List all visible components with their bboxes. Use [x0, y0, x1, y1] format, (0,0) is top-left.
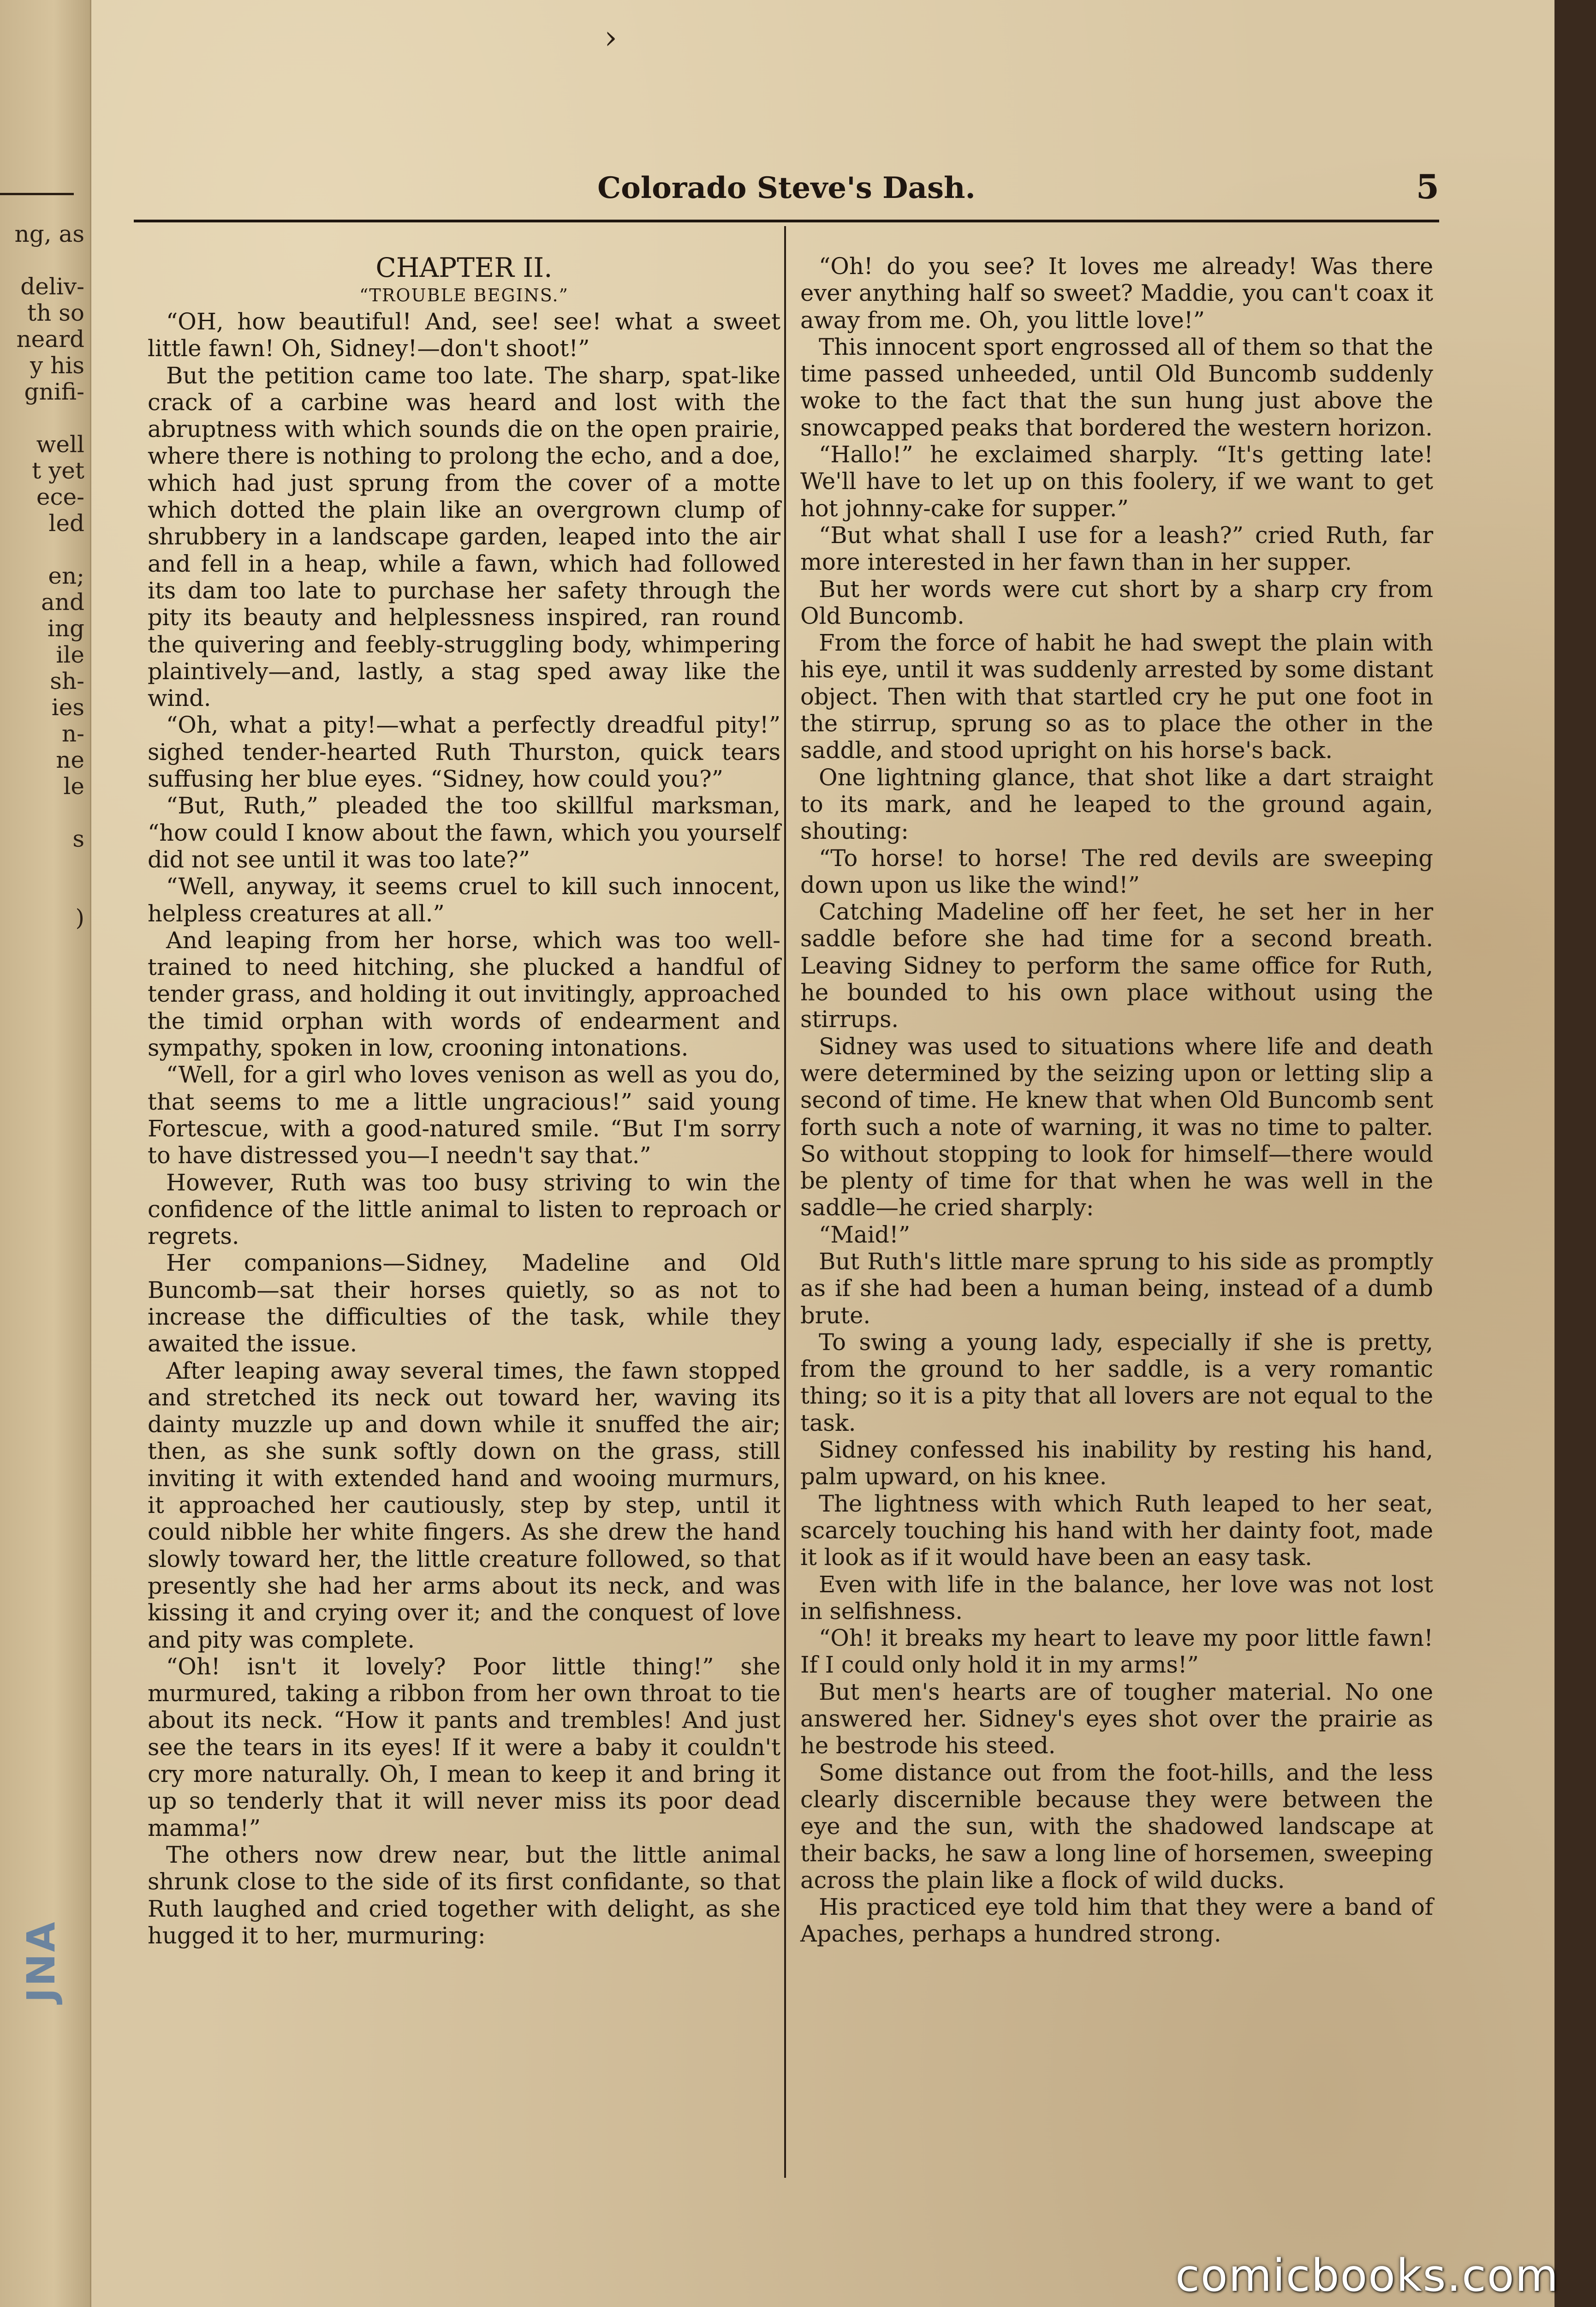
facing-page-fragment: ile: [56, 641, 84, 668]
facing-page-fragment: s: [72, 825, 84, 852]
paragraph: “Well, for a girl who loves venison as well as you do, that seems to me a little ungracious!” said young Fortescue, with a good-natured smile. “But I'm sorry to have distressed you—I needn't say that.”: [148, 1061, 780, 1169]
running-header: [134, 167, 1439, 222]
header-rule: [134, 220, 1439, 222]
paragraph: But the petition came too late. The sharp, spat-like crack of a carbine was heard and lost with the abruptness with which sounds die on the open prairie, where there is nothing to prolong the echo, and a doe, which had just sprung from the cover of a motte which dotted the plain like an overgrown clump of shrubbery in a landscape garden, leaped into the air and fell in a heap, while a fawn, which had followed its dam too late to purchase her safety through the pity its beauty and helplessness inspired, ran round the quivering and feebly-struggling body, whimpering plaintively—and, lastly, a stag sped away like the wind.: [148, 362, 780, 712]
facing-page-fragment: en;: [48, 562, 84, 589]
ink-stamp: JNA: [18, 1920, 64, 2002]
facing-page-rule: [0, 193, 74, 195]
facing-page-fragment: gnifi-: [24, 378, 84, 405]
paragraph: “Oh! isn't it lovely? Poor little thing!” she murmured, taking a ribbon from her own throat to tie about its neck. “How it pants and trembles! And just see the tears in its eyes! If it were a baby it couldn't cry more naturally. Oh, I mean to keep it and bring it up so tenderly that it will never miss its poor dead mamma!”: [148, 1653, 780, 1841]
paragraph: “OH, how beautiful! And, see! see! what a sweet little fawn! Oh, Sidney!—don't shoot!”: [148, 308, 780, 362]
paragraph: But her words were cut short by a sharp cry from Old Buncomb.: [800, 575, 1433, 629]
facing-page-fragment: ies: [51, 694, 84, 721]
column-divider: [784, 226, 786, 2178]
right-column-body: [800, 253, 1433, 1948]
paragraph: “Hallo!” he exclaimed sharply. “It's getting late! We'll have to let up on this foolery, if we want to get hot johnny-cake for supper.”: [800, 441, 1433, 522]
facing-page-fragment: ne: [56, 747, 84, 773]
paragraph: Even with life in the balance, her love was not lost in selfishness.: [800, 1571, 1433, 1625]
paragraph: Her companions—Sidney, Madeline and Old Buncomb—sat their horses quietly, so as not to increase the difficulties of the task, while they awaited the issue.: [148, 1249, 780, 1357]
paragraph: After leaping away several times, the fawn stopped and stretched its neck out toward her, waving its dainty muzzle up and down while it snuffed the air; then, as she sunk softly down on the grass, still inviting it with extended hand and wooing murmurs, it approached her cautiously, step by step, until it could nibble her white fingers. As she drew the hand slowly toward her, the little creature followed, so that presently she had her arms about its neck, and was kissing it and crying over it; and the conquest of love and pity was complete.: [148, 1357, 780, 1653]
facing-page-fragment: y his: [30, 352, 84, 379]
paragraph: But Ruth's little mare sprung to his side as promptly as if she had been a human being, instead of a dumb brute.: [800, 1248, 1433, 1329]
facing-page-fragment: ing: [47, 615, 84, 642]
paragraph: “But what shall I use for a leash?” cried Ruth, far more interested in her fawn than in her supper.: [800, 521, 1433, 576]
paragraph: “Maid!”: [819, 1221, 911, 1248]
facing-page-fragment: th so: [27, 299, 84, 326]
paragraph: From the force of habit he had swept the plain with his eye, until it was suddenly arrested by some distant object. Then with that startled cry he put one foot in the stirrup, sprung so as to place the other in the saddle, and stood upright on his horse's back.: [800, 629, 1433, 764]
paragraph: “Well, anyway, it seems cruel to kill such innocent, helpless creatures at all.”: [148, 873, 780, 927]
facing-page-fragment: well: [36, 431, 84, 458]
top-mark: ›: [604, 18, 617, 56]
paragraph: And leaping from her horse, which was too well-trained to need hitching, she plucked a handful of tender grass, and holding it out invitingly, approached the timid orphan with words of endearment and sympathy, spoken in low, crooning intonations.: [148, 926, 780, 1062]
left-column-body: [148, 308, 780, 1949]
paragraph: “To horse! to horse! The red devils are sweeping down upon us like the wind!”: [800, 844, 1433, 898]
facing-page-edge: [0, 0, 91, 2307]
facing-page-fragment: ): [75, 904, 84, 931]
paragraph: The others now drew near, but the little animal shrunk close to the side of its first confidante, so that Ruth laughed and cried together with delight, as she hugged it to her, murmuring:: [148, 1841, 780, 1949]
paragraph: One lightning glance, that shot like a dart straight to its mark, and he leaped to the ground again, shouting:: [800, 764, 1433, 845]
facing-page-fragment: sh-: [50, 668, 84, 694]
facing-page-fragment: le: [63, 773, 84, 800]
paragraph: “Oh, what a pity!—what a perfectly dreadful pity!” sighed tender-hearted Ruth Thurston, quick tears suffusing her blue eyes. “Sidney, how could you?”: [148, 711, 780, 793]
paragraph: Sidney was used to situations where life and death were determined by the seizing upon or letting slip a second of time. He knew that when Old Buncomb sent forth such a note of warning, it was no time to palter. So without stopping to look for himself—there would be plenty of time for that when he was well in the saddle—he cried sharply:: [800, 1033, 1433, 1221]
paragraph: To swing a young lady, especially if she is pretty, from the ground to her saddle, is a very romantic thing; so it is a pity that all lovers are not equal to the task.: [800, 1328, 1433, 1436]
facing-page-fragment: neard: [16, 326, 84, 353]
paragraph: “But, Ruth,” pleaded the too skillful marksman, “how could I know about the fawn, which you yourself did not see until it was too late?”: [148, 792, 780, 873]
facing-page-fragment: and: [41, 589, 84, 616]
paragraph: This innocent sport engrossed all of them so that the time passed unheeded, until Old Buncomb suddenly woke to the fact that the sun hung just above the snowcapped peaks that bordered the western horizon.: [800, 333, 1433, 441]
facing-page-fragment: led: [48, 510, 84, 537]
chapter-heading: CHAPTER II.: [375, 252, 553, 283]
paragraph: But men's hearts are of tougher material. No one answered her. Sidney's eyes shot over the prairie as he bestrode his steed.: [800, 1678, 1433, 1759]
chapter-subtitle: “TROUBLE BEGINS.”: [359, 285, 569, 305]
paragraph: “Oh! it breaks my heart to leave my poor little fawn! If I could only hold it in my arms!”: [800, 1625, 1433, 1679]
running-title: Colorado Steve's Dash.: [597, 171, 976, 205]
paragraph: His practiced eye told him that they were a band of Apaches, perhaps a hundred strong.: [800, 1894, 1433, 1948]
paragraph: “Oh! do you see? It loves me already! Was there ever anything half so sweet? Maddie, you can't coax it away from me. Oh, you little love!”: [800, 253, 1433, 334]
facing-page-fragment: n-: [61, 720, 84, 747]
facing-page-fragment: deliv-: [20, 273, 84, 300]
paragraph: The lightness with which Ruth leaped to her seat, scarcely touching his hand with her dainty foot, made it look as if it would have been an easy task.: [800, 1490, 1433, 1571]
paragraph: However, Ruth was too busy striving to win the confidence of the little animal to listen to reproach or regrets.: [148, 1169, 780, 1250]
facing-page-fragment: ece-: [36, 484, 84, 510]
right-column: [800, 253, 1433, 1948]
left-column: [148, 253, 780, 1949]
page-number: 5: [1416, 167, 1439, 206]
paragraph: Sidney confessed his inability by resting his hand, palm upward, on his knee.: [800, 1436, 1433, 1490]
facing-page-fragment: t yet: [32, 457, 84, 484]
site-watermark: comicbooks.com: [1175, 2250, 1559, 2301]
facing-page-fragment: ng, as: [14, 221, 84, 247]
paragraph: Catching Madeline off her feet, he set her in her saddle before she had time for a second breath. Leaving Sidney to perform the same office for Ruth, he bounded to his own place without using the stirrups.: [800, 898, 1433, 1033]
paragraph: Some distance out from the foot-hills, and the less clearly discernible because they were between the eye and the sun, with the shadowed landscape at their backs, he saw a long line of horsemen, sweeping across the plain like a flock of wild ducks.: [800, 1759, 1433, 1894]
